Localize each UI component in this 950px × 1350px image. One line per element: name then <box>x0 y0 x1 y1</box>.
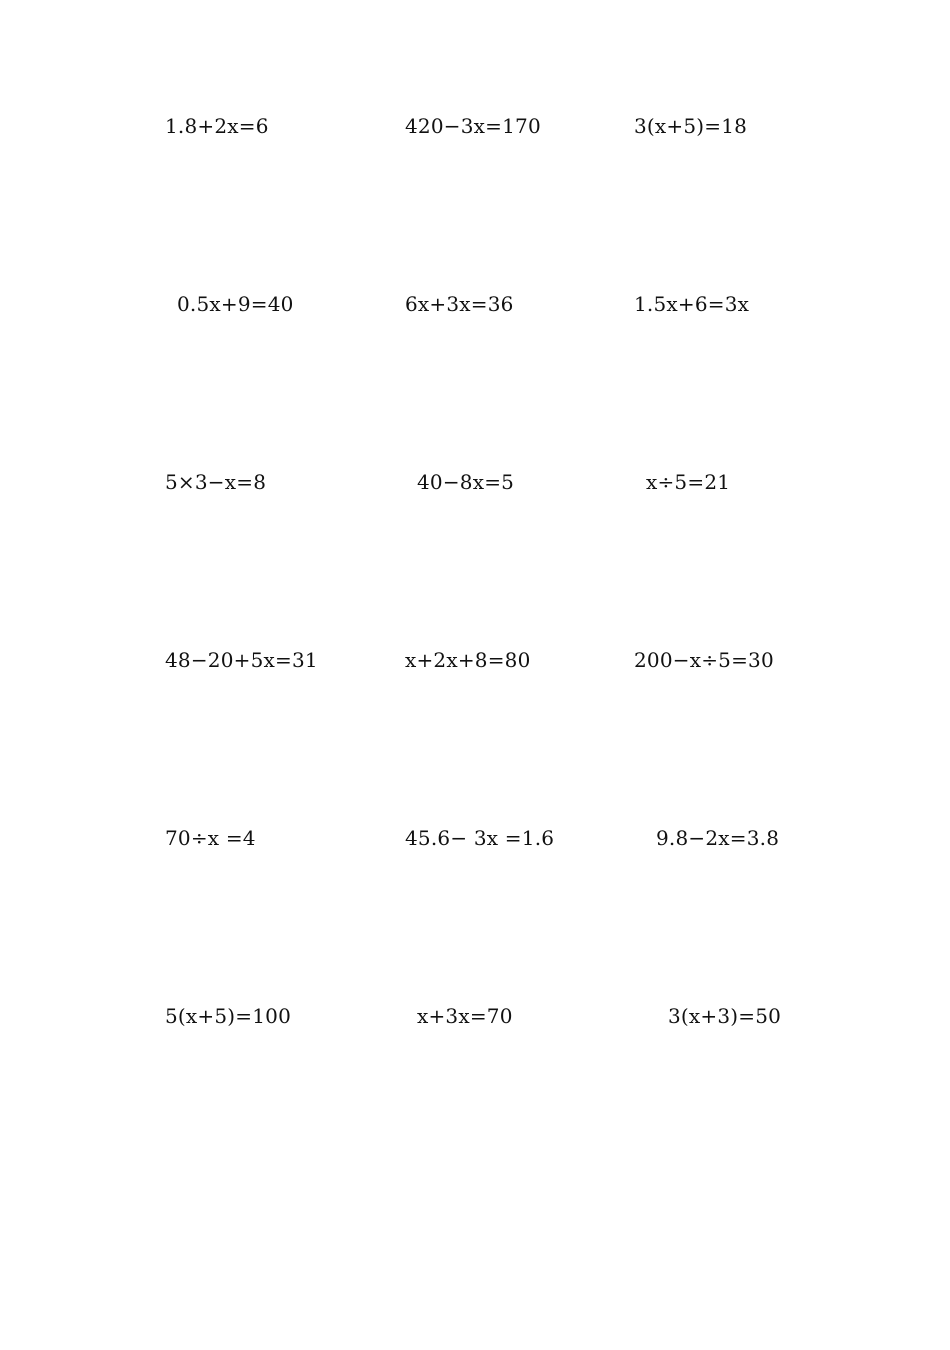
equation-r4-c1: 48−20+5x=31 <box>165 648 318 672</box>
equation-r1-c2: 420−3x=170 <box>405 114 541 138</box>
equation-r6-c2: x+3x=70 <box>417 1004 513 1028</box>
equation-r2-c2: 6x+3x=36 <box>405 292 514 316</box>
equation-r4-c2: x+2x+8=80 <box>405 648 531 672</box>
equation-r6-c3: 3(x+3)=50 <box>668 1004 782 1028</box>
equation-r1-c1: 1.8+2x=6 <box>165 114 269 138</box>
equation-r3-c3: x÷5=21 <box>646 470 731 494</box>
equation-r2-c1: 0.5x+9=40 <box>177 292 294 316</box>
equation-r5-c1: 70÷x =4 <box>165 826 256 850</box>
equation-r6-c1: 5(x+5)=100 <box>165 1004 292 1028</box>
equation-r3-c2: 40−8x=5 <box>417 470 515 494</box>
equation-r2-c3: 1.5x+6=3x <box>634 292 750 316</box>
equation-r4-c3: 200−x÷5=30 <box>634 648 774 672</box>
equation-r1-c3: 3(x+5)=18 <box>634 114 748 138</box>
equation-r5-c3: 9.8−2x=3.8 <box>656 826 780 850</box>
equation-r3-c1: 5×3−x=8 <box>165 470 267 494</box>
equation-r5-c2: 45.6− 3x =1.6 <box>405 826 555 850</box>
